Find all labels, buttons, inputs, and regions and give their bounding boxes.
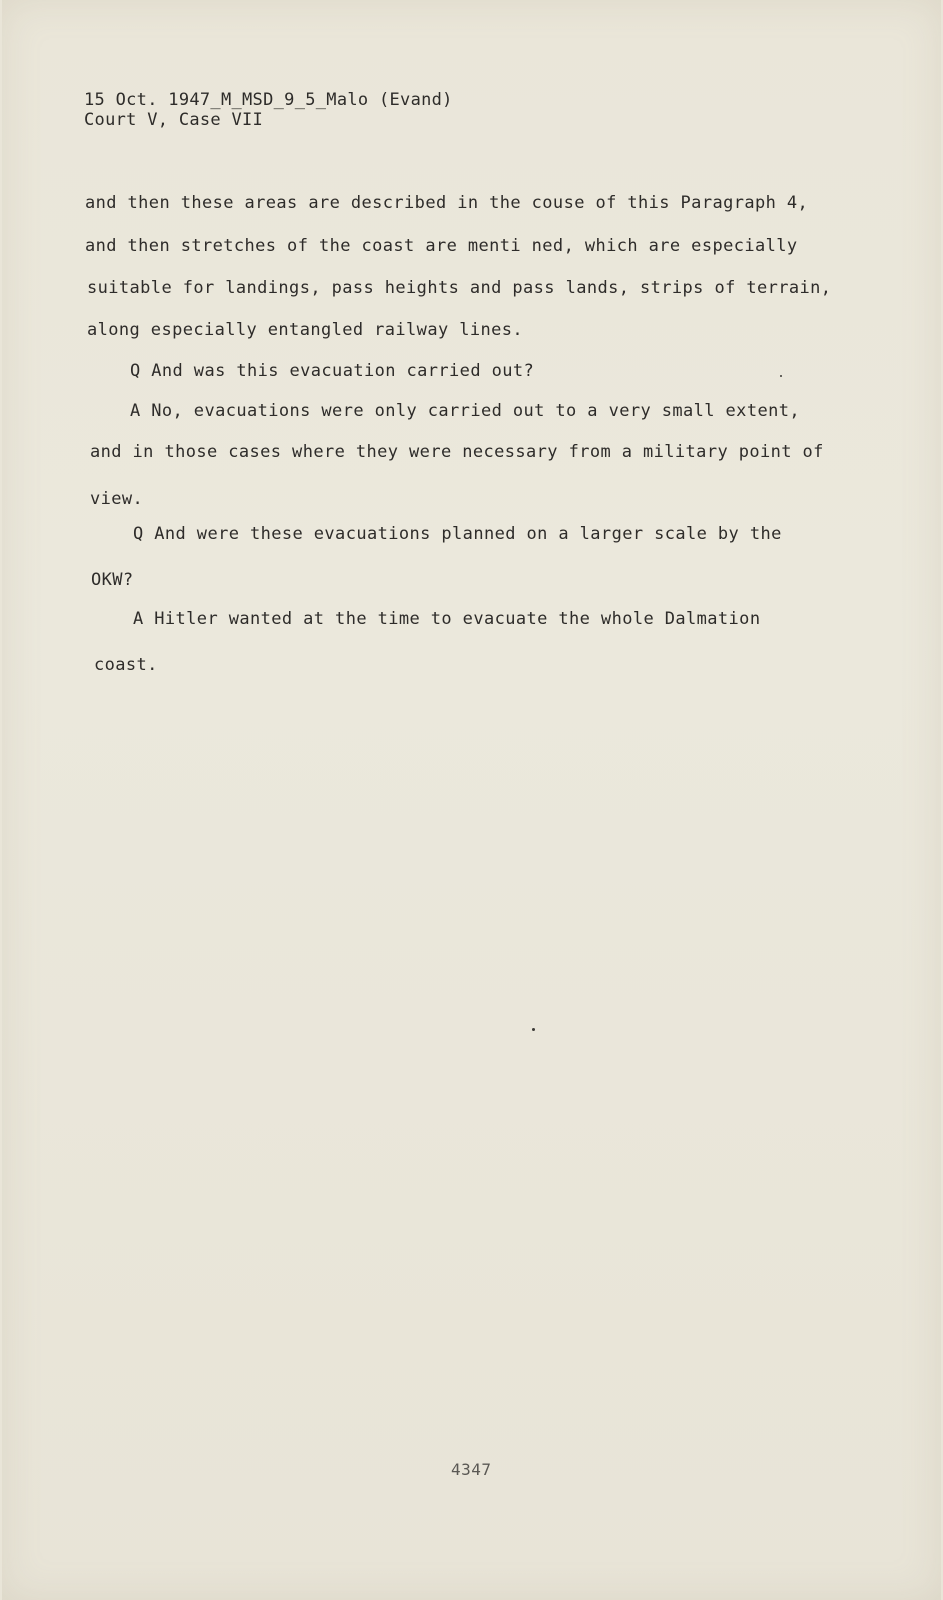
body-line: along especially entangled railway lines. — [87, 320, 524, 340]
body-line: suitable for landings, pass heights and pass lands, strips of terrain, — [87, 278, 832, 298]
document-page — [2, 0, 941, 1600]
body-line: coast. — [94, 655, 158, 675]
answer-line: A Hitler wanted at the time to evacuate the whole Dalmation — [133, 609, 761, 629]
question-line: Q And was this evacuation carried out? — [130, 361, 535, 381]
ink-speck — [532, 1028, 535, 1031]
body-line: and then these areas are described in the couse of this Paragraph 4, — [85, 193, 809, 213]
document-header — [84, 90, 453, 130]
ink-speck — [780, 375, 782, 377]
body-line: and in those cases where they were necessary from a military point of — [90, 442, 824, 462]
body-line: OKW? — [91, 570, 134, 590]
question-line: Q And were these evacuations planned on a larger scale by the — [133, 524, 782, 544]
body-line: view. — [90, 489, 144, 509]
header-date-line: 15 Oct. 1947_M_MSD_9_5_Malo (Evand) — [84, 90, 453, 110]
page-number: 4347 — [451, 1460, 492, 1479]
answer-line: A No, evacuations were only carried out to a very small extent, — [130, 401, 800, 421]
body-line: and then stretches of the coast are menti ned, which are especially — [85, 236, 798, 256]
header-court-line: Court V, Case VII — [84, 110, 264, 130]
